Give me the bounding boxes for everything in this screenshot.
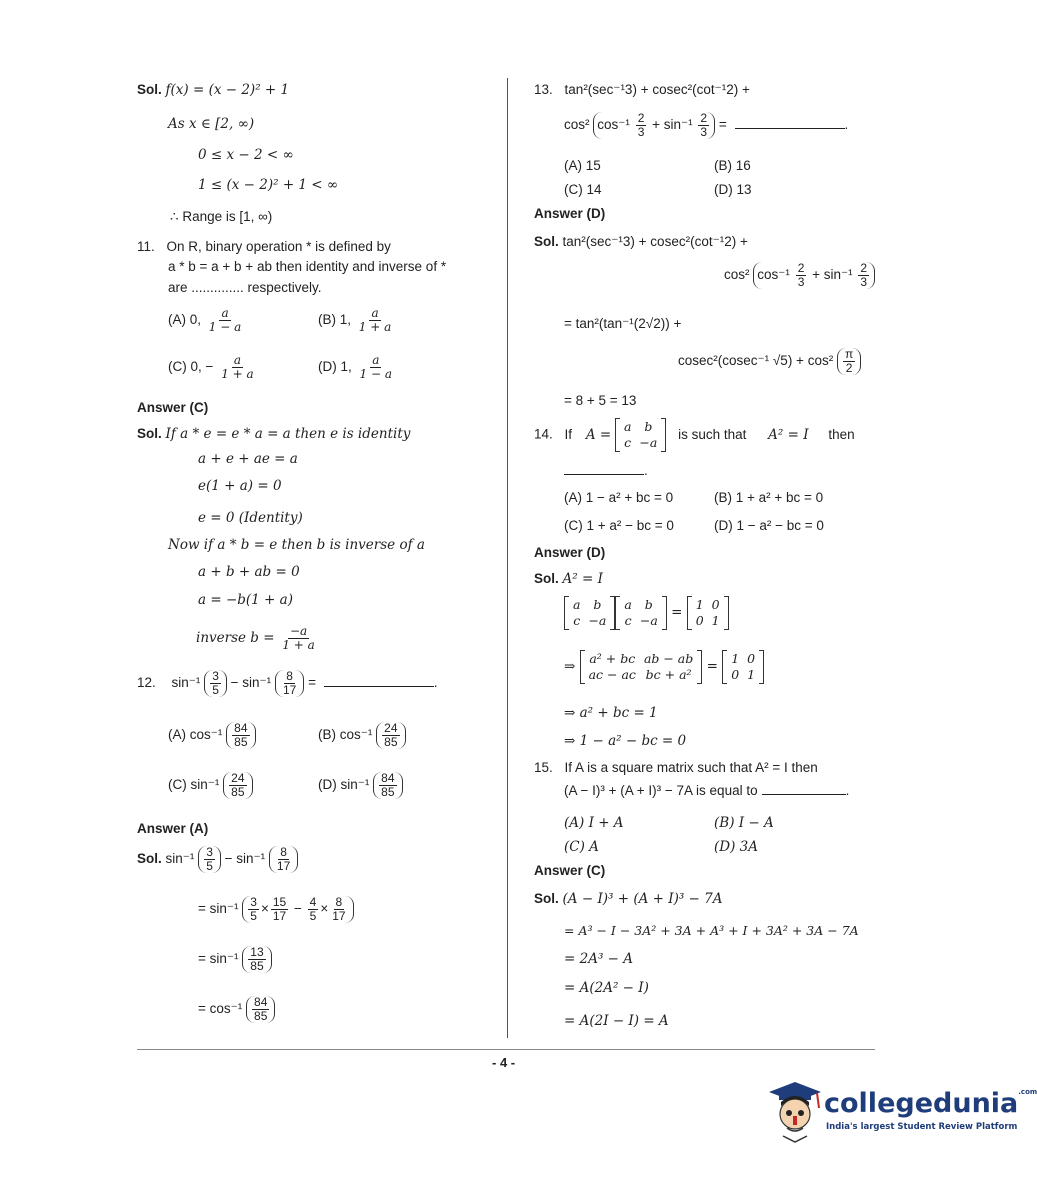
q11-sol-line3: e(1 + a) = 0 <box>198 478 282 494</box>
q13-option-d: (D) 13 <box>714 182 752 197</box>
sol10-line4: 1 ≤ (x − 2)² + 1 < ∞ <box>198 177 339 193</box>
q13-answer: Answer (D) <box>534 206 606 221</box>
q15-sol-line5: = A(2I − I) = A <box>564 1013 669 1029</box>
q15-option-a: (A) I + A <box>564 815 624 831</box>
q12-sol-line3: = sin⁻¹ $\frac{13}{85}$ <box>198 946 272 973</box>
q12-option-c: (C) sin⁻¹ $\frac{24}{85}$ <box>168 772 253 799</box>
q14-sol-line1: Sol. A² = I <box>534 571 603 587</box>
matrix-A: a b c −a <box>615 418 666 452</box>
column-divider <box>507 78 508 1038</box>
q13-sol-line3: = tan²(tan⁻¹(2√2)) + <box>564 316 682 331</box>
footer-rule <box>137 1049 875 1050</box>
q12-stem: 12. sin⁻¹ $\frac{3}{5}$ − sin⁻¹ $\frac{8}{17}$ = . <box>137 669 438 697</box>
q13-option-a: (A) 15 <box>564 158 601 173</box>
q15-sol-line3: = 2A³ − A <box>564 951 633 967</box>
q11-stem-line2: a * b = a + b + ab then identity and inverse of * <box>168 259 447 274</box>
q14-sol-line5: ⇒ 1 − a² − bc = 0 <box>564 733 687 749</box>
q13-stem: 13. tan²(sec⁻¹3) + cosec²(cot⁻¹2) + <box>534 82 750 97</box>
q11-stem: 11. On R, binary operation * is defined by <box>137 239 391 254</box>
q15-option-b: (B) I − A <box>714 815 774 831</box>
q11-sol-line6: a + b + ab = 0 <box>198 564 300 580</box>
page-number: - 4 - <box>492 1055 516 1070</box>
q11-stem-line3: are .............. respectively. <box>168 280 322 295</box>
q13-sol-line5: = 8 + 5 = 13 <box>564 393 637 408</box>
sol10-line2: As x ∈ [2, ∞) <box>168 116 255 132</box>
q11-sol-line7: a = −b(1 + a) <box>198 592 293 608</box>
sol10-line5: ∴ Range is [1, ∞) <box>170 209 273 224</box>
q14-option-a: (A) 1 − a² + bc = 0 <box>564 490 674 505</box>
q11-sol-line4: e = 0 (Identity) <box>198 510 303 526</box>
q11-sol-line8: inverse b = $\frac{-a}{1 + a}$ <box>196 624 315 652</box>
q15-sol-line4: = A(2A² − I) <box>564 980 649 996</box>
q14-option-c: (C) 1 + a² − bc = 0 <box>564 518 674 533</box>
q14-sol-line2: a b c −a a b c −a = 1 0 0 1 <box>564 596 729 630</box>
logo-tagline: India's largest Student Review Platform <box>826 1122 1018 1132</box>
q12-sol-line4: = cos⁻¹ $\frac{84}{85}$ <box>198 996 275 1023</box>
q15-answer: Answer (C) <box>534 863 606 878</box>
q13-option-b: (B) 16 <box>714 158 751 173</box>
q14-blank: . <box>564 463 648 478</box>
q15-option-c: (C) A <box>564 839 599 855</box>
q14-stem: 14. If A = a b c −a is such that A² = I then <box>534 419 855 450</box>
q14-answer: Answer (D) <box>534 545 606 560</box>
q13-sol-line4: cosec²(cosec⁻¹ √5) + cos² $\frac{\pi}{2}$ <box>678 348 861 375</box>
q12-sol-line2: = sin⁻¹ $\frac{3}{5}$ × $\frac{15}{17}$ − $\frac{4}{5}$ × $\frac{8}{17}$ <box>198 896 354 923</box>
q13-sol-line2: cos² cos⁻¹ $\frac{2}{3}$ + sin⁻¹ $\frac{2}{3}$ <box>724 262 875 289</box>
sol10-line3: 0 ≤ x − 2 < ∞ <box>198 147 294 163</box>
sol10-line1: Sol. f(x) = (x − 2)² + 1 <box>137 82 290 98</box>
q12-answer: Answer (A) <box>137 821 209 836</box>
q12-option-b: (B) cos⁻¹ $\frac{24}{85}$ <box>318 722 406 749</box>
q14-option-d: (D) 1 − a² − bc = 0 <box>714 518 824 533</box>
logo-wordmark: collegedunia$^{.com}$ <box>824 1088 1037 1119</box>
q13-sol-line1: Sol. tan²(sec⁻¹3) + cosec²(cot⁻¹2) + <box>534 234 748 249</box>
q13-stem-line2: cos² cos⁻¹ $\frac{2}{3}$ + sin⁻¹ $\frac{2}{3}$ = . <box>564 111 849 139</box>
q14-sol-line3: ⇒ a² + bc ab − ab ac − ac bc + a² = 1 0 0 1 <box>564 650 764 684</box>
q12-option-a: (A) cos⁻¹ $\frac{84}{85}$ <box>168 722 256 749</box>
q11-sol-line1: Sol. If a * e = e * a = a then e is identity <box>137 426 411 442</box>
q15-sol-line2: = A³ − I − 3A² + 3A + A³ + I + 3A² + 3A − 7A <box>564 923 859 938</box>
sol-label: Sol. <box>137 82 162 97</box>
q15-stem: 15. If A is a square matrix such that A² = I then <box>534 760 818 775</box>
q11-sol-line2: a + e + ae = a <box>198 451 298 467</box>
q13-option-c: (C) 14 <box>564 182 602 197</box>
q11-option-a: (A) 0, $\frac{a}{1 - a}$ <box>168 306 242 334</box>
q12-option-d: (D) sin⁻¹ $\frac{84}{85}$ <box>318 772 403 799</box>
q11-option-b: (B) 1, $\frac{a}{1 + a}$ <box>318 306 392 334</box>
q12-sol-line1: Sol. sin⁻¹ $\frac{3}{5}$ − sin⁻¹ $\frac{8}{17}$ <box>137 846 298 873</box>
q15-sol-line1: Sol. (A − I)³ + (A + I)³ − 7A <box>534 891 723 907</box>
q14-sol-line4: ⇒ a² + bc = 1 <box>564 705 658 721</box>
q15-option-d: (D) 3A <box>714 839 758 855</box>
q11-answer: Answer (C) <box>137 400 209 415</box>
q11-option-d: (D) 1, $\frac{a}{1 - a}$ <box>318 353 393 381</box>
logo-mascot-icon <box>765 1078 825 1144</box>
q15-stem-line2: (A − I)³ + (A + I)³ − 7A is equal to . <box>564 783 850 798</box>
q14-option-b: (B) 1 + a² + bc = 0 <box>714 490 824 505</box>
q11-sol-line5: Now if a * b = e then b is inverse of a <box>168 537 425 553</box>
q11-option-c: (C) 0, − $\frac{a}{1 + a}$ <box>168 353 254 381</box>
